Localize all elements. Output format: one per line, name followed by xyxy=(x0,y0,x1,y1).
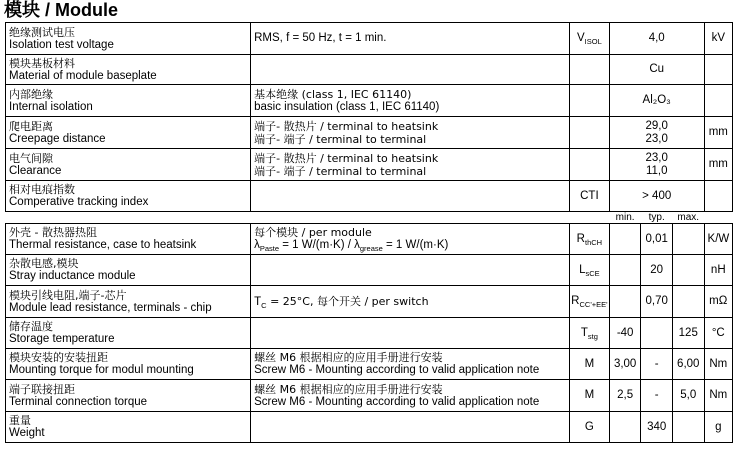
value-cell: 23,0 11,0 xyxy=(609,149,704,181)
condition-cell: 基本绝缘 (class 1, IEC 61140) basic insulation (class 1, IEC 61140) xyxy=(251,85,570,117)
table-row xyxy=(6,318,733,349)
table-row xyxy=(6,149,733,181)
unit-cell: mm xyxy=(704,117,732,149)
max-cell: 6,00 xyxy=(672,349,704,380)
param-cell: 绝缘测试电压 Isolation test voltage xyxy=(6,23,251,55)
unit-cell xyxy=(704,181,732,212)
table-row xyxy=(6,412,733,443)
table-row xyxy=(6,117,733,149)
symbol-cell: $R_{thCH}$ xyxy=(569,224,609,255)
max-cell xyxy=(672,224,704,255)
unit-cell: g xyxy=(704,412,732,443)
symbol-cell: $V_{ISOL}$ xyxy=(569,23,609,55)
typ-cell xyxy=(641,318,673,349)
unit-cell: mm xyxy=(704,149,732,181)
symbol-cell: M xyxy=(569,349,609,380)
param-cell: 储存温度 Storage temperature xyxy=(6,318,251,349)
max-cell xyxy=(672,412,704,443)
table-row xyxy=(6,380,733,412)
typ-cell: - xyxy=(641,349,673,380)
param-cell: 爬电距离 Creepage distance xyxy=(6,117,251,149)
max-header: max. xyxy=(677,212,700,223)
typ-cell: - xyxy=(641,380,673,412)
max-cell: 125 xyxy=(672,318,704,349)
unit-cell: °C xyxy=(704,318,732,349)
param-cell: 相对电痕指数 Comperative tracking index xyxy=(6,181,251,212)
condition-cell: $T_C = 25^\circ C$, 每个开关 / per switch xyxy=(251,286,570,318)
unit-cell: mΩ xyxy=(704,286,732,318)
typ-header: typ. xyxy=(648,212,665,223)
symbol-cell: G xyxy=(569,412,609,443)
max-cell xyxy=(672,255,704,286)
symbol-cell: M xyxy=(569,380,609,412)
typ-cell: 0,70 xyxy=(641,286,673,318)
param-cell: 重量 Weight xyxy=(6,412,251,443)
typ-cell: 340 xyxy=(641,412,673,443)
condition-cell: 螺丝 M6 根据相应的应用手册进行安装 Screw M6 - Mounting according to valid application note xyxy=(251,380,570,412)
min-cell xyxy=(609,286,641,318)
condition-cell xyxy=(251,255,570,286)
table-row xyxy=(6,55,733,85)
table-row xyxy=(6,23,733,55)
unit-cell xyxy=(704,55,732,85)
min-cell xyxy=(609,412,641,443)
condition-cell: RMS, f = 50 Hz, t = 1 min. xyxy=(251,23,570,55)
symbol-cell xyxy=(569,149,609,181)
table-row xyxy=(6,181,733,212)
min-cell xyxy=(609,255,641,286)
module-spec-table xyxy=(5,22,733,443)
value-cell: 29,0 23,0 xyxy=(609,117,704,149)
page-title: 模块 / Module xyxy=(4,0,118,20)
param-cell: 内部绝缘 Internal isolation xyxy=(6,85,251,117)
param-cell: 电气间隙 Clearance xyxy=(6,149,251,181)
condition-cell: 螺丝 M6 根据相应的应用手册进行安装 Screw M6 - Mounting according to valid application note xyxy=(251,349,570,380)
value-cell: Cu xyxy=(609,55,704,85)
symbol-cell xyxy=(569,85,609,117)
condition-cell xyxy=(251,55,570,85)
unit-cell: Nm xyxy=(704,380,732,412)
min-cell: -40 xyxy=(609,318,641,349)
symbol-cell: $T_{stg}$ xyxy=(569,318,609,349)
table-row xyxy=(6,255,733,286)
value-cell: > 400 xyxy=(609,181,704,212)
condition-cell: 每个模块 / per module $\lambda_{Paste} = 1$ $W/(m\cdot K) / \lambda_{grease} = 1$ W/(m·K) xyxy=(251,224,570,255)
value-cell: 4,0 xyxy=(609,23,704,55)
value-cell: Al₂O₃ xyxy=(609,85,704,117)
min-cell: 3,00 xyxy=(609,349,641,380)
unit-cell: nH xyxy=(704,255,732,286)
unit-cell: Nm xyxy=(704,349,732,380)
param-cell: 模块基板材料 Material of module baseplate xyxy=(6,55,251,85)
symbol-cell: $L_{sCE}$ xyxy=(569,255,609,286)
min-cell xyxy=(609,224,641,255)
symbol-cell: CTI xyxy=(569,181,609,212)
unit-cell xyxy=(704,85,732,117)
unit-cell: kV xyxy=(704,23,732,55)
symbol-cell: $R_{CC'+EE'}$ xyxy=(569,286,609,318)
table-row xyxy=(6,349,733,380)
table-row xyxy=(6,224,733,255)
param-cell: 端子联接扭距 Terminal connection torque xyxy=(6,380,251,412)
param-cell: 模块安装的安装扭距 Mounting torque for modul mounting xyxy=(6,349,251,380)
condition-cell: 端子- 散热片 / terminal to heatsink 端子- 端子 / terminal to terminal xyxy=(251,117,570,149)
typ-cell: 0,01 xyxy=(641,224,673,255)
condition-cell xyxy=(251,318,570,349)
column-header-row xyxy=(6,212,733,224)
condition-cell xyxy=(251,412,570,443)
symbol-cell xyxy=(569,117,609,149)
param-cell: 外壳 - 散热器热阻 Thermal resistance, case to heatsink xyxy=(6,224,251,255)
condition-cell xyxy=(251,181,570,212)
min-cell: 2,5 xyxy=(609,380,641,412)
table-row xyxy=(6,85,733,117)
unit-cell: K/W xyxy=(704,224,732,255)
condition-cell: 端子- 散热片 / terminal to heatsink 端子- 端子 / terminal to terminal xyxy=(251,149,570,181)
table-row xyxy=(6,286,733,318)
typ-cell: 20 xyxy=(641,255,673,286)
param-cell: 模块引线电阻,端子-芯片 Module lead resistance, terminals - chip xyxy=(6,286,251,318)
max-cell: 5,0 xyxy=(672,380,704,412)
min-header: min. xyxy=(615,212,635,223)
param-cell: 杂散电感,模块 Stray inductance module xyxy=(6,255,251,286)
max-cell xyxy=(672,286,704,318)
symbol-cell xyxy=(569,55,609,85)
